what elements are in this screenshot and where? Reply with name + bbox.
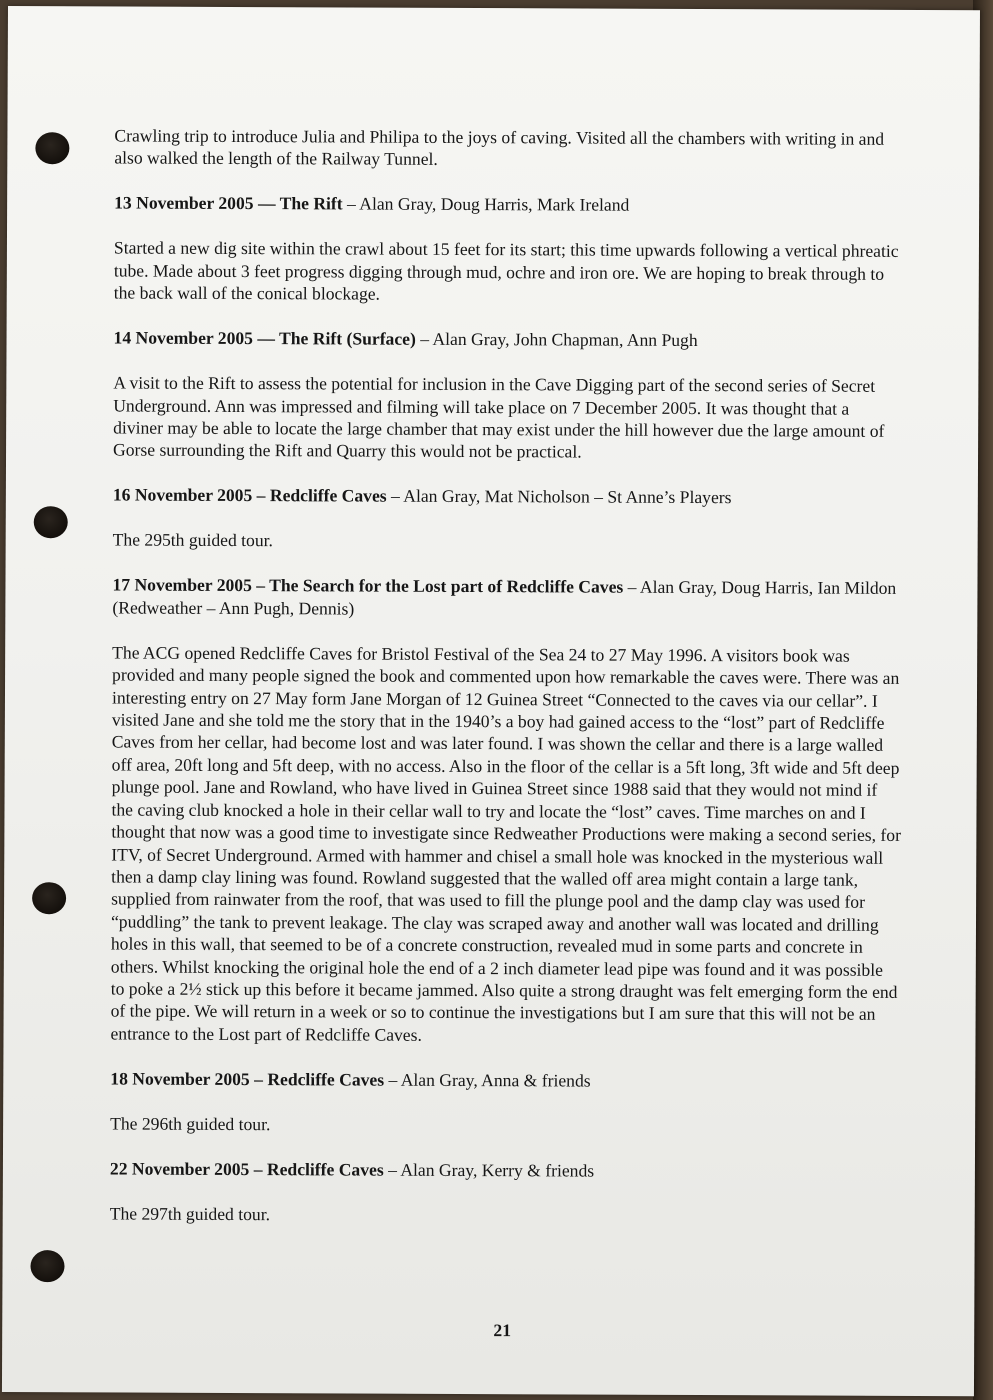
- entry-paragraph: The 295th guided tour.: [112, 529, 273, 551]
- entry-paragraph: The 296th guided tour.: [110, 1113, 271, 1134]
- entry-heading: [110, 1067, 900, 1093]
- punch-hole: [30, 1250, 64, 1282]
- entry-heading-participants: – Alan Gray, Doug Harris, Ian Mildon (Redweather – Ann Pugh, Dennis): [112, 577, 897, 619]
- entry-heading-date-title: 22 November 2005 – Redcliffe Caves: [109, 1158, 384, 1180]
- page-body: [110, 124, 905, 1250]
- entry-heading: [112, 574, 902, 622]
- entry-paragraph: Crawling trip to introduce Julia and Philipa to the joys of caving. Visited all the chambers with writing in and also walked the length of the Railway Tunnel.: [114, 125, 885, 170]
- entry-heading: [114, 327, 904, 353]
- entry-heading: [113, 484, 903, 510]
- document-page: [2, 6, 980, 1396]
- entry-heading-participants: – Alan Gray, Doug Harris, Mark Ireland: [342, 193, 630, 216]
- entry-heading-date-title: 13 November 2005 — The Rift: [114, 192, 343, 214]
- entry-heading: [114, 192, 904, 218]
- entry-heading-date-title: 14 November 2005 — The Rift (Surface): [113, 327, 416, 350]
- punch-hole: [35, 132, 69, 164]
- page-number: 21: [493, 1320, 512, 1341]
- punch-hole: [34, 506, 68, 538]
- punch-hole: [32, 882, 66, 914]
- entry-heading-date-title: 17 November 2005 – The Search for the Lost part of Redcliffe Caves: [112, 574, 624, 598]
- entry-paragraph: The ACG opened Redcliffe Caves for Bristol Festival of the Sea 24 to 27 May 1996. A visitors book was provided and many people signed the book and commented upon how remarkable the caves were. There was an interesting entry on 27 May form Jane Morgan of 12 Guinea Street “Connected to the caves via our cellar”. I visited Jane and she told me the story that in the 1940’s a boy had gained access to the “lost” part of Redcliffe Caves from her cellar, had become lost and was later found. I was shown the cellar and there is a large walled off area, 20ft long and 5ft deep, with no access. Also in the floor of the cellar is a 5ft long, 3ft wide and 5ft deep plunge pool. Jane and Rowland, who have lived in Guinea Street since 1988 said that they would not mind if the caving club knocked a hole in their cellar wall to try and locate the “lost” caves. Time marches on and I thought that now was a good time to investigate since Redweather Productions were making a second series, for ITV, of Secret Underground. Armed with hammer and chisel a small hole was knocked in the mysterious wall then a damp clay lining was found. Rowland suggested that the walled off area might contain a large tank, supplied from rainwater from the roof, that was used to fill the plunge pool and the damp clay was used for “puddling” the tank to prevent leakage. The clay was scraped away and another wall was located and drilling holes in this wall, that seemed to be of a concrete construction, revealed mud in some parts and concrete in others. Whilst knocking the original hole the end of a 2 inch diameter lead pipe was found and it was possible to poke a 2½ stick up this before it became jammed. Also quite a strong draught was felt emerging form the end of the pipe. We will return in a week or so to continue the investigations but I am sure that this will not be an entrance to the Lost part of Redcliffe Caves.: [110, 642, 901, 1045]
- entry-heading-date-title: 16 November 2005 – Redcliffe Caves: [112, 484, 387, 507]
- entry-paragraph: Started a new dig site within the crawl about 15 feet for its start; this time upwards following a vertical phreatic tube. Made about 3 feet progress digging through mud, ochre and iron ore. We are hoping to break through to the back wall of the conical blockage.: [113, 237, 899, 304]
- entry-paragraph: A visit to the Rift to assess the potential for inclusion in the Cave Digging part of the second series of Secret Underground. Ann was impressed and filming will take place on 7 December 2005. It was thought that a diviner may be able to locate the large chamber that may exist under the hill however due the large amount of Gorse surrounding the Rift and Quarry this would not be practical.: [113, 372, 885, 462]
- entry-heading-participants: – Alan Gray, John Chapman, Ann Pugh: [415, 329, 698, 351]
- entry-heading-date-title: 18 November 2005 – Redcliffe Caves: [110, 1068, 385, 1090]
- entry-heading-participants: – Alan Gray, Kerry & friends: [383, 1159, 595, 1181]
- entry-heading-participants: – Alan Gray, Anna & friends: [384, 1069, 591, 1091]
- entry-heading: [110, 1157, 900, 1183]
- entry-heading-participants: – Alan Gray, Mat Nicholson – St Anne’s Players: [386, 486, 732, 508]
- entry-paragraph: The 297th guided tour.: [109, 1203, 271, 1224]
